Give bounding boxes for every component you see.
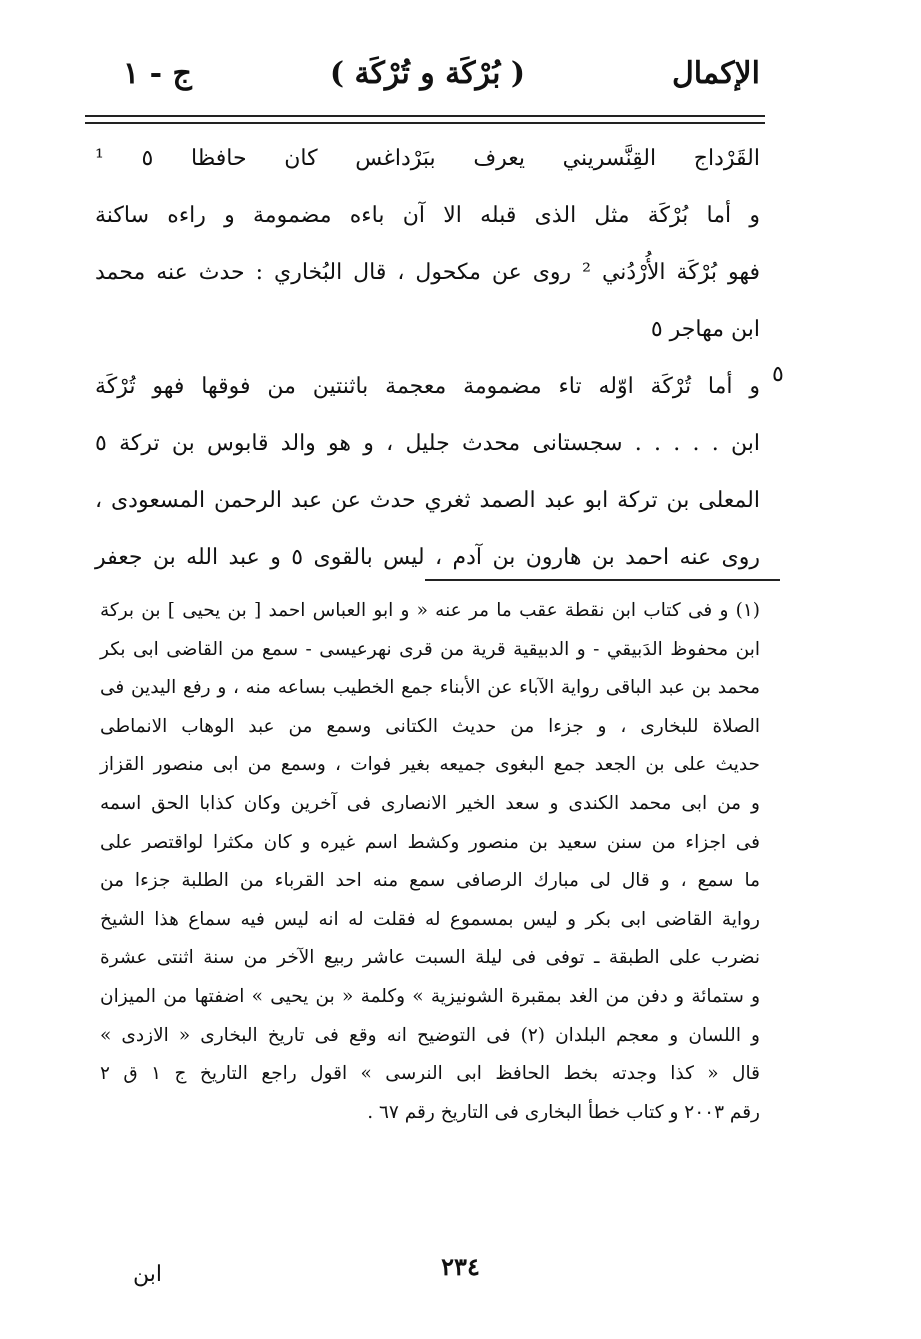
footnote-separator — [425, 579, 780, 581]
footnote-line: الصلاة للبخارى ، و جزءا من حديث الكتانى وسمع من عبد الوهاب الانماطى — [100, 715, 760, 737]
main-line: المعلى بن تركة ابو عبد الصمد ثغري حدث عن عبد الرحمن المسعودى ، — [95, 488, 760, 513]
main-line: و أما بُرْكَة مثل الذى قبله الا آن باءه مضمومة و راءه ساكنة — [95, 203, 760, 228]
part-number: ج - ١ — [123, 56, 192, 91]
footnote-line: محمد بن عبد الباقى رواية الآباء عن الأبناء جمع الخطيب بساعه منه ، و رفع اليدين فى — [100, 677, 760, 699]
footnote-line: رواية القاضى ابى بكر و ليس بمسموع له فقلت له انه ليس فيه سماع هذا الشيخ — [100, 908, 760, 930]
entry-heading: ( بُرْكَة و تُرْكَة ) — [329, 56, 526, 91]
running-header — [95, 52, 760, 102]
footnote-line: حديث على بن الجعد جمع البغوى جميعه بغير فوات ، وسمع من ابى منصور القزاز — [100, 754, 760, 776]
main-line: ابن مهاجر ٥ — [650, 317, 760, 342]
footnote-line: و اللسان و معجم البلدان (٢) فى التوضيح انه وقع فى تاريخ البخارى « الازدى » — [100, 1024, 760, 1046]
footnote-line: رقم ٢٠٠٣ و كتاب خطأ البخارى فى التاريخ رقم ٦٧ . — [367, 1101, 760, 1123]
footnotes — [100, 592, 760, 1132]
footnote-line: ابن محفوظ الدَبيقي - و الدبيقية قرية من قرى نهرعيسى - سمع من القاضى ابى بكر — [100, 638, 760, 660]
main-line: فهو بُرْكَة الأُرْدُني ² روى عن مكحول ، قال البُخاري : حدث عنه محمد — [95, 260, 760, 285]
main-line: ابن . . . . . سجستانى محدث جليل ، و هو والد قابوس بن تركة ٥ — [95, 431, 760, 456]
main-text — [95, 130, 760, 586]
margin-line-number: ٥ — [772, 362, 784, 387]
page-number: ٢٣٤ — [441, 1252, 480, 1281]
header-rule-top — [85, 115, 765, 117]
header-rule-bottom — [85, 122, 765, 124]
book-title: الإكمال — [671, 56, 760, 91]
catchword: ابن — [133, 1262, 162, 1287]
footnote-line: (١) و فى كتاب ابن نقطة عقب ما مر عنه « و ابو العباس احمد [ بن يحيى ] بن بركة — [100, 600, 760, 621]
footnote-line: و من ابى محمد الكندى و سعد الخير الانصارى فى آخرين وكان كذابا الحق اسمه — [100, 792, 760, 814]
main-line: القَرْداج القِنَّسريني يعرف ببَرْداغس كان حافظا ٥ ¹ — [95, 146, 760, 171]
footnote-line: فى اجزاء من سنن سعيد بن منصور وكشط اسم غيره و كان مكثرا لواقتصر على — [100, 831, 760, 853]
footnote-line: نضرب على الطبقة ـ توفى فى ليلة السبت عاشر ربيع الآخر من سنة اثنتى عشرة — [100, 947, 760, 969]
footnote-line: ما سمع ، و قال لى مبارك الرصافى سمع منه احد القرباء من الطلبة جزءا من — [100, 870, 760, 892]
footnote-line: و ستمائة و دفن من الغد بمقبرة الشونيزية » وكلمة « بن يحيى » اضفتها من الميزان — [100, 985, 760, 1007]
main-line: و أما تُرْكَة اوّله تاء مضمومة معجمة باثنتين من فوقها فهو تُرْكَة — [95, 374, 760, 399]
footnote-line: قال « كذا وجدته بخط الحافظ ابى النرسى » اقول راجع التاريخ ج ١ ق ٢ — [100, 1063, 760, 1085]
main-line: روى عنه احمد بن هارون بن آدم ، ليس بالقوى ٥ و عبد الله بن جعفر — [95, 545, 761, 570]
